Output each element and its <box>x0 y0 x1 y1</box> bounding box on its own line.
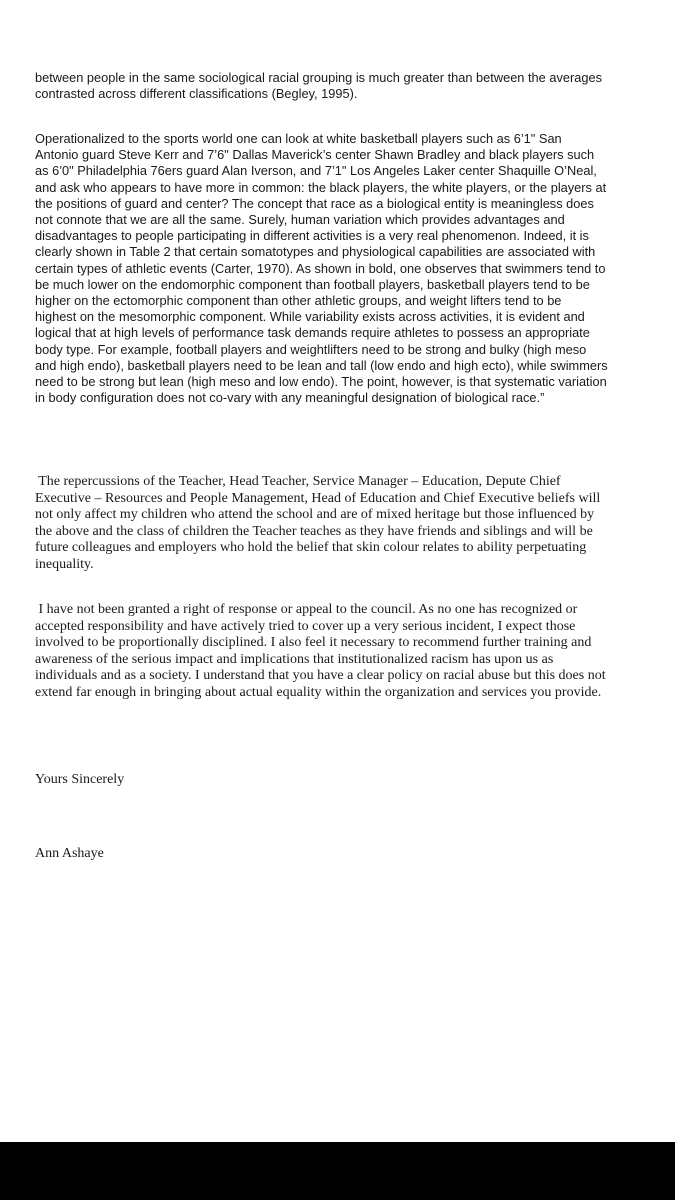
text-line: not connote that we are all the same. Surely, human variation which provides advantages and <box>35 212 565 228</box>
text-line: between people in the same sociological racial grouping is much greater than between the averages <box>35 70 602 85</box>
text-line: involved to be proportionally disciplined. I also feel it necessary to recommend further training and <box>35 635 592 651</box>
text-line: I have not been granted a right of response or appeal to the council. As no one has recognized or <box>35 602 578 617</box>
quote-paragraph-1 <box>35 70 665 102</box>
text-line: need to be strong but lean (high meso and low endo). The point, however, is that systematic variation <box>35 374 607 390</box>
text-line: The repercussions of the Teacher, Head Teacher, Service Manager – Education, Depute Chief <box>35 474 561 489</box>
text-line: individuals and as a society. I understand that you have a clear policy on racial abuse but this does not <box>35 668 606 684</box>
text-line: inequality. <box>35 556 94 572</box>
text-line: body type. For example, football players and weightlifters need to be strong and bulky (high meso <box>35 341 587 357</box>
text-line: Operationalized to the sports world one can look at white basketball players such as 6’1" San <box>35 131 562 146</box>
text-line: logical that at high levels of performance task demands require athletes to possess an appropriate <box>35 325 590 341</box>
text-line: future colleagues and employers who hold the belief that skin colour relates to ability perpetuating <box>35 540 587 556</box>
text-line: and high endo), basketball players need to be lean and tall (low endo and high ecto), while swimmers <box>35 357 608 373</box>
text-line: the positions of guard and center? The concept that race as a biological entity is meaningless does <box>35 195 594 211</box>
repercussions-paragraph <box>35 474 665 574</box>
text-line: higher on the ectomorphic component than other athletic groups, and weight lifters tend to be <box>35 293 562 309</box>
text-line: disadvantages to people participating in different activities is a very real phenomenon. Indeed, it is <box>35 228 589 244</box>
text-line: be much lower on the endomorphic component than football players, basketball players tend to be <box>35 276 590 292</box>
text-line: certain types of athletic events (Carter, 1970). As shown in bold, one observes that swimmers tend to <box>35 260 606 276</box>
text-line: clearly shown in Table 2 that certain somatotypes and physiological capabilities are associated with <box>35 244 596 260</box>
text-line: Antonio guard Steve Kerr and 7’6" Dallas Maverick’s center Shawn Bradley and black players such <box>35 147 595 163</box>
signature-name: Ann Ashaye <box>35 846 104 861</box>
quote-paragraph-2 <box>35 131 665 406</box>
response-paragraph <box>35 602 665 702</box>
text-line: accepted responsibility and have actively tried to cover up a very serious incident, I expect those <box>35 618 576 634</box>
closing-salutation: Yours Sincerely <box>35 772 125 787</box>
text-line: Executive – Resources and People Management, Head of Education and Chief Executive beliefs will <box>35 490 601 506</box>
text-line: not only affect my children who attend the school and are of mixed heritage but those influenced by <box>35 507 595 523</box>
text-line: extend far enough in bringing about actual equality within the organization and services you provide. <box>35 684 602 700</box>
text-line: highest on the mesomorphic component. While variability exists across activities, it is evident and <box>35 309 585 325</box>
bottom-black-bar <box>0 1142 675 1200</box>
text-line: and ask who appears to have more in common: the black players, the white players, or the players at <box>35 179 607 195</box>
text-line: as 6’0" Philadelphia 76ers guard Alan Iverson, and 7’1" Los Angeles Laker center Shaquille O’Neal, <box>35 163 597 179</box>
text-line: in body configuration does not co-vary with any meaningful designation of biological race.” <box>35 390 545 406</box>
text-line: contrasted across different classifications (Begley, 1995). <box>35 86 358 102</box>
text-line: the above and the class of children the Teacher teaches as they have friends and siblings and will be <box>35 523 593 539</box>
text-line: awareness of the serious impact and implications that institutionalized racism has upon us as <box>35 651 554 667</box>
